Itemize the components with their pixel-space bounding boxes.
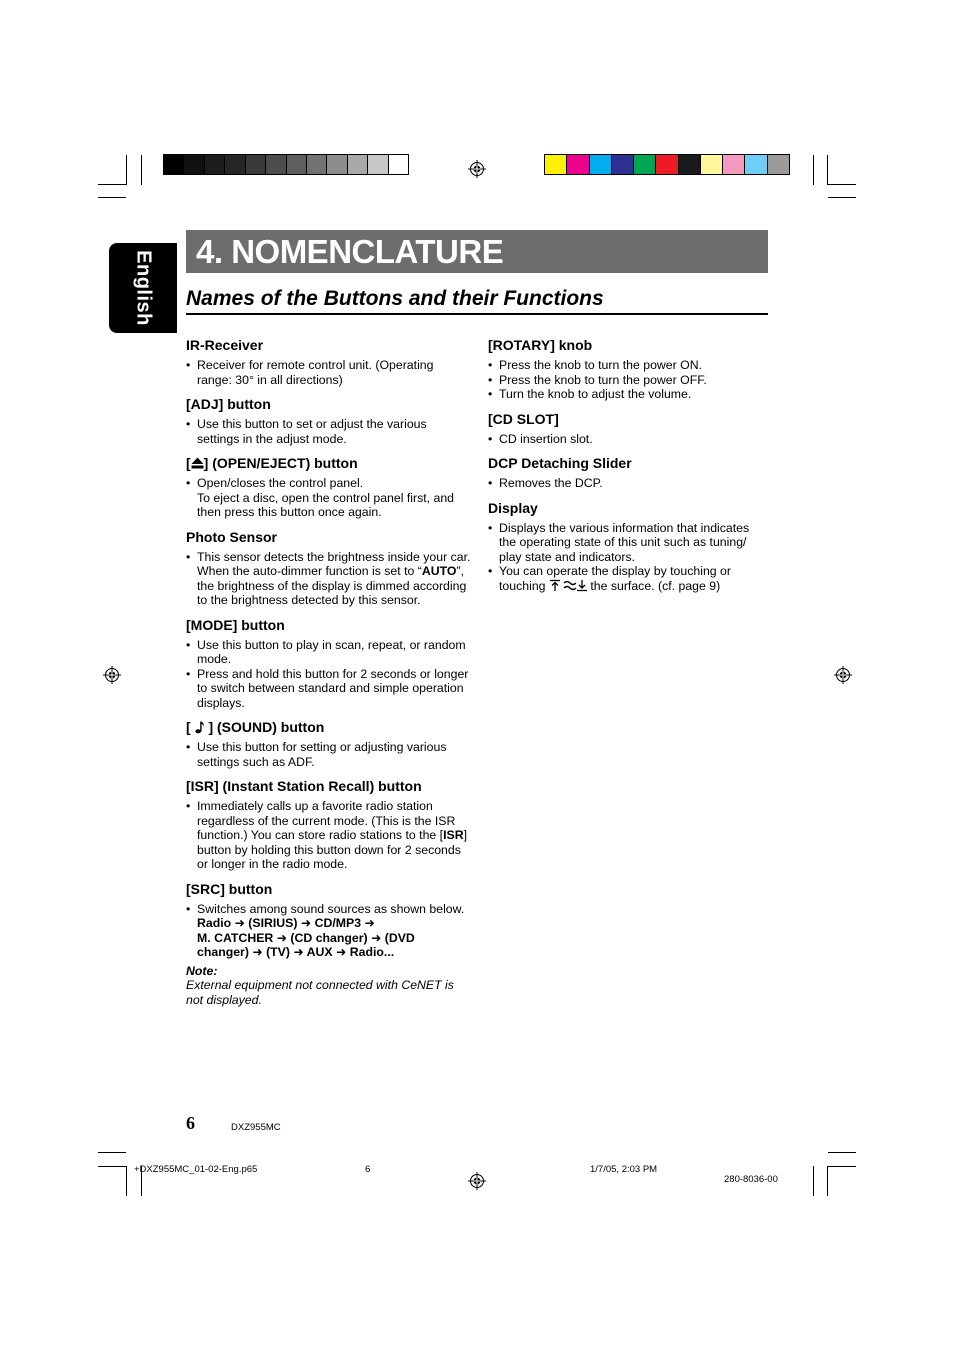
- note-text: External equipment not connected with CeNET is: [186, 978, 454, 992]
- section-heading: [CD SLOT]: [488, 410, 559, 427]
- section-subtitle: Names of the Buttons and their Functions: [186, 285, 768, 315]
- source-sequence-line: Radio ➜ (SIRIUS) ➜ CD/MP3 ➜: [197, 916, 375, 930]
- color-swatch: [612, 155, 634, 174]
- color-swatch: [205, 155, 225, 174]
- print-date: 1/7/05, 2:03 PM: [590, 1164, 658, 1175]
- heading-part: ] (SOUND) button: [204, 719, 325, 735]
- list-item-continuation: To eject a disc, open the control panel first, and then press this button once again.: [197, 490, 455, 519]
- document-code: 280-8036-00: [724, 1174, 778, 1185]
- touch-gesture-icon: [549, 579, 587, 592]
- color-swatch: [287, 155, 307, 174]
- text-part: You can operate the display by touching or touching: [499, 564, 731, 593]
- section-photo-sensor: [186, 529, 471, 608]
- section-isr-button: [186, 778, 471, 872]
- text-part: ”, the brightness of the display is dimmed according to the brightness detected by this sensor.: [197, 564, 467, 607]
- section-open-eject-button: [186, 455, 471, 520]
- eject-icon: [191, 457, 204, 469]
- text-part-bold: AUTO: [421, 564, 457, 578]
- registration-mark-icon: [103, 666, 121, 684]
- section-heading: [ADJ] button: [186, 396, 271, 412]
- color-swatch: [723, 155, 745, 174]
- color-swatch: [348, 155, 368, 174]
- list-item: • Receiver for remote control unit. (Operating range: 30° in all directions): [186, 358, 471, 387]
- list-item: • Displays the various information that indicates the operating state of this unit such as tuning/ play state and indicators.: [488, 521, 768, 565]
- heading-part: [: [186, 455, 191, 471]
- text-part-bold: ISR: [443, 828, 464, 842]
- list-item: • CD insertion slot.: [488, 432, 768, 447]
- crop-mark: [126, 1166, 127, 1196]
- page-number: 6: [186, 1113, 195, 1133]
- registration-mark-icon: [834, 666, 852, 684]
- list-item: [186, 550, 471, 608]
- crop-mark: [98, 1152, 126, 1153]
- section-rotary-knob: [488, 337, 768, 402]
- section-heading: IR-Receiver: [186, 337, 264, 353]
- crop-mark: [126, 155, 127, 185]
- gray-scale-bar: [163, 154, 409, 175]
- file-name: +DXZ955MC_01-02-Eng.p65: [134, 1164, 258, 1175]
- note-text: not displayed.: [186, 992, 262, 1007]
- registration-mark-icon: [468, 1172, 486, 1190]
- section-heading: [ROTARY] knob: [488, 337, 593, 353]
- crop-mark: [827, 155, 828, 185]
- note-title: Note:: [186, 963, 218, 978]
- crop-mark: [813, 155, 814, 185]
- crop-mark: [98, 197, 126, 198]
- language-tab: [109, 243, 177, 333]
- list-item: • Removes the DCP.: [488, 476, 768, 491]
- list-item: [186, 799, 471, 872]
- color-swatch: [368, 155, 388, 174]
- crop-mark: [828, 1166, 856, 1167]
- section-heading: [SRC] button: [186, 880, 273, 897]
- list-item: • Use this button for setting or adjusting various settings such as ADF.: [186, 740, 471, 769]
- color-swatch: [701, 155, 723, 174]
- crop-mark: [827, 1166, 828, 1196]
- section-display: [488, 500, 768, 594]
- section-src-button: [186, 881, 471, 1008]
- section-heading: [186, 719, 471, 736]
- chapter-title-bar: [186, 230, 768, 273]
- color-swatch: [745, 155, 767, 174]
- crop-mark: [141, 155, 142, 185]
- crop-mark: [813, 1166, 814, 1196]
- color-swatch: [225, 155, 245, 174]
- color-swatch: [184, 155, 204, 174]
- heading-part: ] (OPEN/EJECT) button: [203, 455, 358, 471]
- list-item: • Press the knob to turn the power ON.: [488, 358, 768, 373]
- color-calibration-bar: [544, 154, 790, 175]
- section-sound-button: [186, 719, 471, 769]
- section-mode-button: [186, 617, 471, 711]
- color-swatch: [389, 155, 408, 174]
- source-sequence-line: M. CATCHER ➜ (CD changer) ➜ (DVD: [197, 930, 415, 945]
- list-item: [488, 564, 768, 593]
- color-swatch: [266, 155, 286, 174]
- chapter-title: 4. NOMENCLATURE: [196, 232, 504, 270]
- list-item: • Press and hold this button for 2 seconds or longer to switch between standard and simple operation displays.: [186, 667, 471, 711]
- right-column: [488, 337, 768, 602]
- source-sequence: [186, 916, 471, 960]
- color-swatch: [679, 155, 701, 174]
- list-item: • Use this button to play in scan, repeat, or random mode.: [186, 638, 471, 667]
- list-item: • Turn the knob to adjust the volume.: [488, 387, 768, 402]
- color-swatch: [246, 155, 266, 174]
- note: [186, 964, 471, 1008]
- list-item: • Press the knob to turn the power OFF.: [488, 373, 768, 388]
- color-swatch: [567, 155, 589, 174]
- list-item: • Switches among sound sources as shown below.: [186, 902, 471, 917]
- section-heading: [MODE] button: [186, 616, 285, 633]
- file-page: 6: [365, 1164, 371, 1175]
- section-dcp-detaching-slider: [488, 455, 768, 491]
- color-swatch: [545, 155, 567, 174]
- section-heading: [186, 455, 471, 472]
- language-tab-label: English: [132, 250, 155, 326]
- section-ir-receiver: [186, 337, 471, 387]
- color-swatch: [327, 155, 347, 174]
- list-item: • Open/closes the control panel.: [186, 476, 471, 491]
- source-sequence-line: changer) ➜ (TV) ➜ AUX ➜ Radio...: [197, 945, 395, 959]
- section-heading: DCP Detaching Slider: [488, 455, 632, 471]
- heading-part: [: [186, 719, 195, 735]
- registration-mark-icon: [468, 160, 486, 178]
- section-heading: [ISR] (Instant Station Recall) button: [186, 778, 422, 794]
- crop-mark: [828, 197, 856, 198]
- crop-mark: [98, 184, 126, 185]
- color-swatch: [590, 155, 612, 174]
- text-part: ] button by holding this button down for 2 seconds or longer in the radio mode.: [197, 828, 468, 871]
- crop-mark: [828, 184, 856, 185]
- color-swatch: [768, 155, 789, 174]
- model-name: DXZ955MC: [231, 1122, 281, 1133]
- text-part: This sensor detects the brightness inside your car. When the auto-dimmer function is set to “: [197, 549, 471, 578]
- color-swatch: [634, 155, 656, 174]
- music-note-icon: [195, 721, 205, 734]
- section-heading: Display: [488, 499, 538, 516]
- section-cd-slot: [488, 411, 768, 447]
- list-item: • Use this button to set or adjust the various settings in the adjust mode.: [186, 417, 471, 446]
- color-swatch: [307, 155, 327, 174]
- left-column: [186, 337, 471, 1016]
- crop-mark: [98, 1166, 126, 1167]
- text-part: the surface. (cf. page 9): [586, 578, 721, 593]
- section-heading: Photo Sensor: [186, 528, 278, 545]
- text-part: Immediately calls up a favorite radio station regardless of the current mode. (This is the ISR function.) You can store radio stations to the [: [197, 799, 456, 842]
- crop-mark: [828, 1152, 856, 1153]
- color-swatch: [164, 155, 184, 174]
- color-swatch: [656, 155, 678, 174]
- section-adj-button: [186, 396, 471, 446]
